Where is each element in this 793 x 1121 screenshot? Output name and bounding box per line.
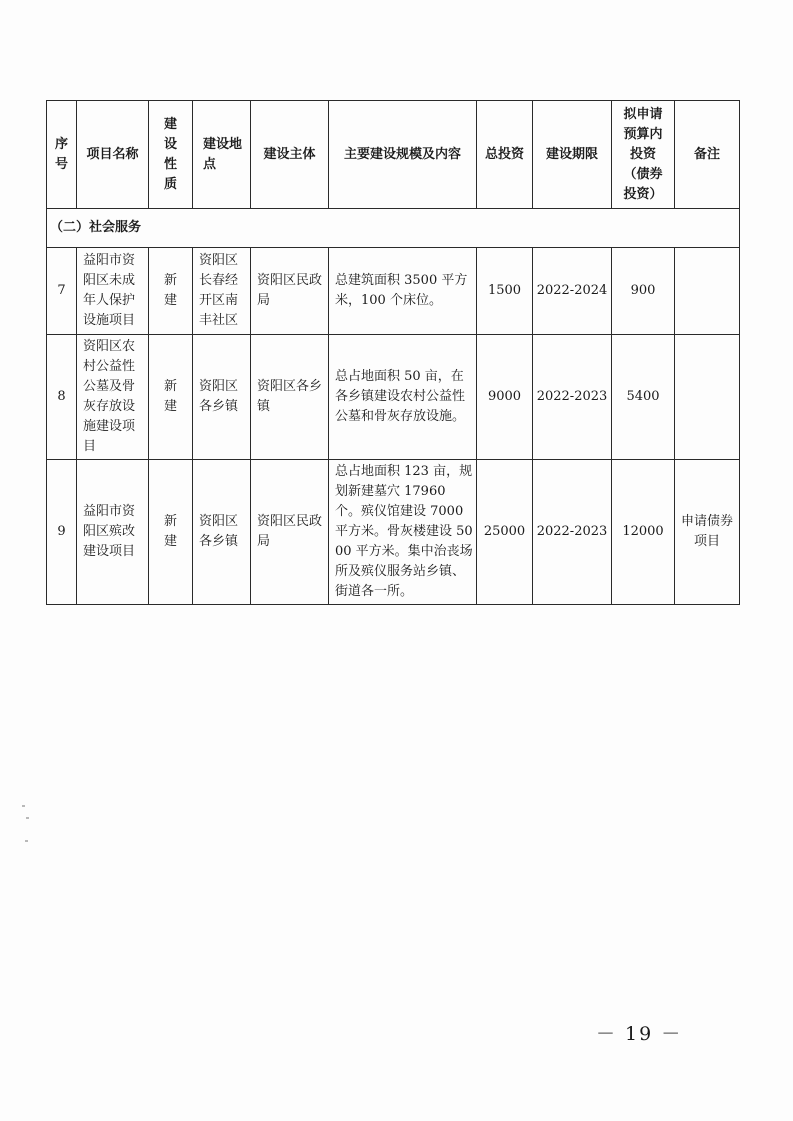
header-entity: 建设主体 — [251, 101, 329, 209]
section-title: （二）社会服务 — [47, 209, 740, 248]
cell-period: 2022-2024 — [533, 248, 612, 335]
header-seq: 序号 — [47, 101, 77, 209]
table-header-row — [47, 101, 740, 209]
cell-period: 2022-2023 — [533, 335, 612, 460]
cell-total: 25000 — [477, 460, 533, 605]
header-total: 总投资 — [477, 101, 533, 209]
cell-location: 资阳区各乡镇 — [193, 460, 251, 605]
header-name: 项目名称 — [77, 101, 149, 209]
cell-seq: 7 — [47, 248, 77, 335]
cell-entity: 资阳区各乡镇 — [251, 335, 329, 460]
header-note: 备注 — [675, 101, 740, 209]
cell-note — [675, 248, 740, 335]
header-location: 建设地点 — [193, 101, 251, 209]
cell-entity: 资阳区民政局 — [251, 460, 329, 605]
cell-seq: 9 — [47, 460, 77, 605]
cell-budget: 5400 — [612, 335, 675, 460]
page-number: － 19 － — [596, 1023, 683, 1045]
table-row — [47, 248, 740, 335]
cell-note: 申请债券项目 — [675, 460, 740, 605]
cell-nature: 新建 — [149, 248, 193, 335]
cell-total: 1500 — [477, 248, 533, 335]
cell-seq: 8 — [47, 335, 77, 460]
cell-nature: 新建 — [149, 335, 193, 460]
table-row — [47, 460, 740, 605]
section-row — [47, 209, 740, 248]
header-scope: 主要建设规模及内容 — [329, 101, 477, 209]
cell-scope: 总占地面积 50 亩，在各乡镇建设农村公益性公墓和骨灰存放设施。 — [329, 335, 477, 460]
cell-budget: 12000 — [612, 460, 675, 605]
cell-scope: 总占地面积 123 亩，规划新建墓穴 17960 个。殡仪馆建设 7000 平方米。骨灰楼建设 5000 平方米。集中治丧场所及殡仪服务站乡镇、街道各一所。 — [329, 460, 477, 605]
cell-entity: 资阳区民政局 — [251, 248, 329, 335]
cell-note — [675, 335, 740, 460]
cell-location: 资阳区长春经开区南丰社区 — [193, 248, 251, 335]
cell-name: 益阳市资阳区殡改建设项目 — [77, 460, 149, 605]
cell-nature: 新建 — [149, 460, 193, 605]
cell-location: 资阳区各乡镇 — [193, 335, 251, 460]
header-nature: 建设性质 — [149, 101, 193, 209]
header-period: 建设期限 — [533, 101, 612, 209]
cell-scope: 总建筑面积 3500 平方米，100 个床位。 — [329, 248, 477, 335]
cell-name: 益阳市资阳区未成年人保护设施项目 — [77, 248, 149, 335]
cell-total: 9000 — [477, 335, 533, 460]
cell-period: 2022-2023 — [533, 460, 612, 605]
cell-budget: 900 — [612, 248, 675, 335]
cell-name: 资阳区农村公益性公墓及骨灰存放设施建设项目 — [77, 335, 149, 460]
project-table — [46, 100, 740, 605]
table-row — [47, 335, 740, 460]
header-budget: 拟申请预算内投资（债券投资） — [612, 101, 675, 209]
